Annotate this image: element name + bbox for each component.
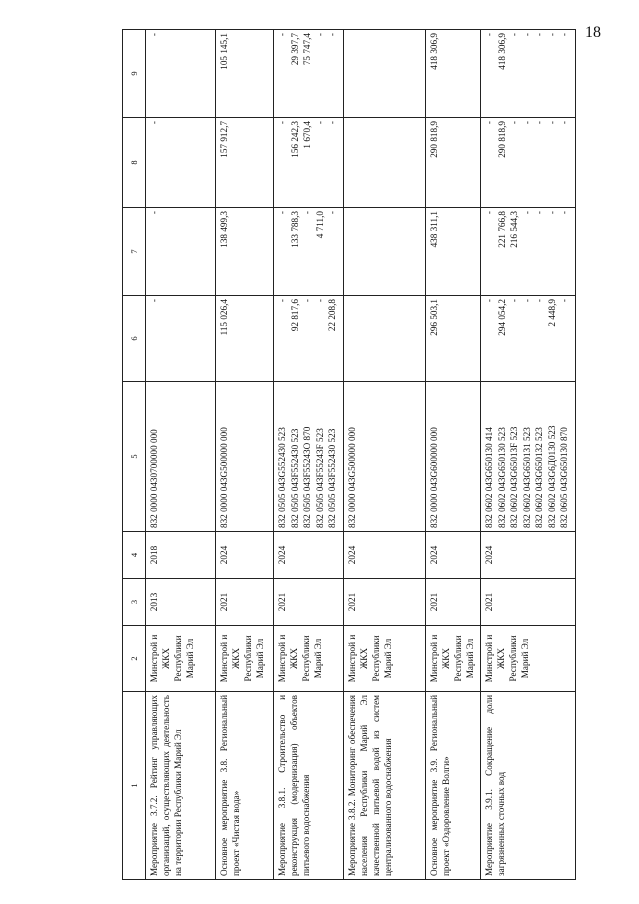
amount-line: - [559, 299, 569, 303]
amount-cell [426, 30, 481, 118]
amount-cell [344, 208, 426, 296]
amount-line: 290 818,9 [496, 121, 507, 158]
header-cell: 9 [123, 30, 146, 118]
budget-code-cell [344, 382, 426, 532]
amount-line: - [509, 121, 519, 125]
amount-cell [344, 296, 426, 382]
amount-line [346, 211, 359, 292]
amount-line: - [302, 299, 312, 303]
header-cell: 8 [123, 118, 146, 208]
amount-line: 133 788,3 [289, 211, 300, 248]
budget-code-cell [426, 382, 481, 532]
amount-cell [426, 296, 481, 382]
amount-line: - [521, 299, 532, 303]
budget-code-cell [146, 382, 216, 532]
amount-line: 92 817,6 [289, 299, 300, 332]
amount-cell [344, 30, 426, 118]
start-year-cell: 2021 [426, 579, 481, 626]
amount-cell [146, 208, 216, 296]
amount-cell [216, 296, 274, 382]
amount-line: - [277, 121, 287, 125]
table-body [146, 30, 576, 880]
amount-cell [481, 30, 576, 118]
amount-line: 290 818,9 [429, 121, 439, 158]
budget-table [122, 29, 576, 880]
amount-cell [481, 118, 576, 208]
amount-line: - [534, 121, 544, 125]
amount-cell [146, 296, 216, 382]
end-year-cell: 2024 [481, 532, 576, 579]
amount-line: - [484, 299, 494, 303]
amount-line: - [327, 121, 337, 125]
amount-line: - [546, 33, 557, 37]
amount-line: - [484, 33, 494, 37]
budget-code-line: 832 0505 043F552430 523 [289, 428, 300, 528]
start-year-cell: 2021 [481, 579, 576, 626]
budget-code-line: 832 0602 043G650132 523 [534, 427, 544, 528]
end-year-cell: 2024 [274, 532, 344, 579]
amount-cell [274, 208, 344, 296]
start-year-cell: 2021 [274, 579, 344, 626]
budget-code-line: 832 0605 043G650130 870 [559, 427, 569, 528]
amount-line: - [149, 299, 159, 303]
table-row [274, 30, 344, 880]
amount-cell [146, 118, 216, 208]
amount-line [346, 33, 359, 114]
amount-line: 1 670,4 [302, 121, 312, 149]
budget-code-line: 832 0602 043G650130 414 [484, 427, 494, 528]
budget-code-cell [274, 382, 344, 532]
amount-line: - [534, 299, 544, 303]
amount-line: 29 397,7 [289, 33, 300, 66]
measure-name-cell: Мероприятие 3.7.2. Рейтинг управляющих организаций, осуществляющих деятельность на территории Республики Марий Эл [146, 692, 216, 880]
measure-name-cell: Основное мероприятие 3.8. Региональный проект «Чистая вода» [216, 692, 274, 880]
amount-line: 418 306,9 [496, 33, 507, 70]
header-cell: 3 [123, 579, 146, 626]
budget-code-line: 832 0602 043G65013F 523 [509, 426, 519, 528]
amount-line: 22 208,8 [327, 299, 337, 332]
amount-line: - [546, 121, 557, 125]
amount-line: 296 503,1 [429, 299, 439, 336]
amount-line: - [559, 211, 569, 215]
amount-line: 156 242,3 [289, 121, 300, 158]
amount-line: - [521, 33, 532, 37]
start-year-cell: 2013 [146, 579, 216, 626]
amount-line: 294 054,2 [496, 299, 507, 336]
header-row [123, 30, 146, 880]
amount-cell [426, 118, 481, 208]
amount-cell [481, 296, 576, 382]
budget-code-line: 832 0505 043F552430 523 [327, 428, 337, 528]
amount-line: - [149, 33, 159, 37]
amount-line: 438 311,1 [429, 211, 439, 248]
amount-cell [274, 296, 344, 382]
amount-line: - [521, 121, 532, 125]
header-cell: 1 [123, 692, 146, 880]
amount-line: - [534, 33, 544, 37]
amount-line: - [509, 33, 519, 37]
amount-line: - [314, 121, 325, 125]
measure-name-cell: Мероприятие 3.8.2. Мониторинг обеспечения населения Республики Марий Эл качественной питьевой водой из систем централизованного водоснабжения [344, 692, 426, 880]
measure-name-cell: Основное мероприятие 3.9. Региональный проект «Оздоровление Волги» [426, 692, 481, 880]
amount-line: - [484, 211, 494, 215]
budget-code-line: 832 0602 043G650131 523 [521, 427, 532, 528]
executor-cell: Минстрой и ЖКХ Республики Марий Эл [481, 626, 576, 692]
measure-name-cell: Мероприятие 3.8.1. Строительство и реконструкция (модернизация) объектов питьевого водоснабжения [274, 692, 344, 880]
executor-cell: Минстрой и ЖКХ Республики Марий Эл [146, 626, 216, 692]
table-row [344, 30, 426, 880]
amount-line: - [277, 211, 287, 215]
amount-cell [216, 208, 274, 296]
header-cell: 2 [123, 626, 146, 692]
header-cell: 7 [123, 208, 146, 296]
table-row [216, 30, 274, 880]
amount-line: - [559, 33, 569, 37]
amount-line: 75 747,4 [302, 33, 312, 66]
amount-line: - [327, 211, 337, 215]
executor-cell: Минстрой и ЖКХ Республики Марий Эл [216, 626, 274, 692]
budget-code-line: 832 0602 043G6Д0130 523 [546, 425, 557, 528]
start-year-cell: 2021 [216, 579, 274, 626]
amount-cell [344, 118, 426, 208]
budget-code-line: 832 0000 043G500000 000 [219, 427, 229, 528]
budget-code-line: 832 0602 043G650130 523 [496, 427, 507, 528]
amount-line: 216 544,3 [509, 211, 519, 248]
executor-cell: Минстрой и ЖКХ Республики Марий Эл [426, 626, 481, 692]
amount-line: 221 766,8 [496, 211, 507, 248]
budget-code-line: 832 0000 0430700000 000 [149, 429, 159, 528]
amount-line: - [509, 299, 519, 303]
executor-cell: Минстрой и ЖКХ Республики Марий Эл [344, 626, 426, 692]
budget-code-cell [481, 382, 576, 532]
measure-name-cell: Мероприятие 3.9.1. Сокращение доли загрязненных сточных вод [481, 692, 576, 880]
end-year-cell: 2018 [146, 532, 216, 579]
amount-line: - [327, 33, 337, 37]
amount-line [346, 121, 359, 204]
header-cell: 6 [123, 296, 146, 382]
amount-cell [274, 30, 344, 118]
end-year-cell: 2024 [344, 532, 426, 579]
amount-line: 418 306,9 [429, 33, 439, 70]
amount-line: 105 145,1 [219, 33, 229, 70]
budget-code-line: 832 0505 043F55243F 523 [314, 428, 325, 528]
end-year-cell: 2024 [216, 532, 274, 579]
budget-code-line: 832 0000 043G600000 000 [429, 427, 439, 528]
amount-line: - [149, 121, 159, 125]
amount-cell [481, 208, 576, 296]
amount-line: - [521, 211, 532, 215]
amount-line: 138 499,3 [219, 211, 229, 248]
amount-cell [216, 118, 274, 208]
amount-line: - [534, 211, 544, 215]
amount-cell [216, 30, 274, 118]
amount-line: - [484, 121, 494, 125]
executor-cell: Минстрой и ЖКХ Республики Марий Эл [274, 626, 344, 692]
table-row [426, 30, 481, 880]
page-number: 18 [585, 24, 601, 41]
budget-code-line: 832 0000 043G500000 000 [347, 427, 357, 528]
amount-line: - [314, 33, 325, 37]
budget-code-cell [216, 382, 274, 532]
amount-line: - [277, 299, 287, 303]
amount-line: 157 912,7 [219, 121, 229, 158]
table-row [481, 30, 576, 880]
amount-line: - [546, 211, 557, 215]
amount-line: - [302, 211, 312, 215]
amount-line: - [149, 211, 159, 215]
amount-line: 115 026,4 [219, 299, 229, 336]
amount-line: 2 448,9 [546, 299, 557, 327]
amount-cell [426, 208, 481, 296]
budget-code-line: 832 0505 043F55243О 870 [302, 426, 312, 528]
header-cell: 5 [123, 382, 146, 532]
budget-code-line: 832 0505 043G552430 523 [277, 427, 287, 528]
header-cell: 4 [123, 532, 146, 579]
rotated-table-container [122, 30, 577, 880]
table-row [146, 30, 216, 880]
amount-line [346, 299, 359, 378]
amount-line: - [314, 299, 325, 303]
amount-line: - [277, 33, 287, 37]
start-year-cell: 2021 [344, 579, 426, 626]
end-year-cell: 2024 [426, 532, 481, 579]
amount-cell [146, 30, 216, 118]
amount-line: - [559, 121, 569, 125]
amount-line: 4 711,0 [314, 211, 325, 239]
amount-cell [274, 118, 344, 208]
